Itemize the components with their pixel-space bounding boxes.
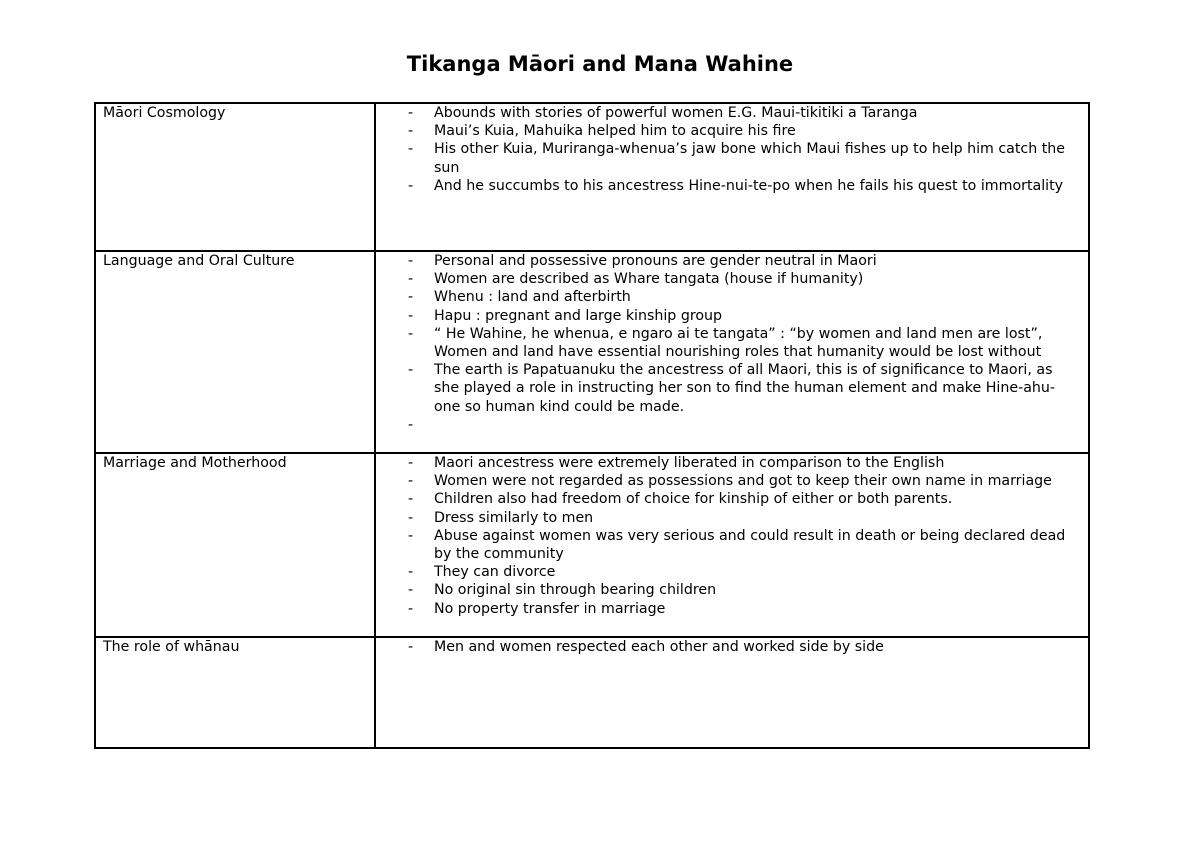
point-text: “ He Wahine, he whenua, e ngaro ai te tangata” : “by women and land men are lost”, Women and land have essential nourishing roles that humanity would be lost without bbox=[434, 325, 1043, 361]
bullet-list bbox=[376, 638, 1080, 656]
point-text: Dress similarly to men bbox=[434, 509, 594, 526]
topic-cell: The role of whānau bbox=[95, 637, 375, 748]
dash-marker: - bbox=[408, 289, 414, 306]
point-text: Children also had freedom of choice for kinship of either or both parents. bbox=[434, 491, 953, 508]
dash-marker: - bbox=[408, 455, 414, 471]
list-item bbox=[376, 600, 1080, 618]
list-item bbox=[376, 307, 1080, 325]
point-text: Maui’s Kuia, Mahuika helped him to acquire his fire bbox=[434, 123, 796, 140]
points-cell bbox=[375, 637, 1089, 748]
dash-marker: - bbox=[408, 639, 414, 655]
dash-marker: - bbox=[408, 177, 414, 194]
point-text: The earth is Papatuanuku the ancestress of all Maori, this is of significance to Maori, as she played a role in instructing her son to find the human element and make Hine-ahu-one so human kind could be made. bbox=[434, 362, 1056, 415]
point-text: Women are described as Whare tangata (house if humanity) bbox=[434, 271, 864, 288]
bullet-list bbox=[376, 104, 1080, 195]
bullet-list bbox=[376, 454, 1080, 618]
list-item bbox=[376, 288, 1080, 306]
point-text: Hapu : pregnant and large kinship group bbox=[434, 307, 723, 324]
dash-marker: - bbox=[408, 600, 414, 617]
points-cell bbox=[375, 103, 1089, 251]
point-text: They can divorce bbox=[434, 564, 556, 581]
dash-marker: - bbox=[408, 307, 414, 324]
point-text: No property transfer in marriage bbox=[434, 600, 666, 617]
list-item bbox=[376, 325, 1080, 361]
list-item bbox=[376, 527, 1080, 563]
dash-marker: - bbox=[408, 564, 414, 581]
topic-cell: Marriage and Motherhood bbox=[95, 453, 375, 637]
dash-marker: - bbox=[408, 105, 414, 121]
table-row bbox=[95, 251, 1089, 453]
topic-cell: Language and Oral Culture bbox=[95, 251, 375, 453]
document-title: Tikanga Māori and Mana Wahine bbox=[406, 52, 794, 76]
dash-marker: - bbox=[408, 509, 414, 526]
topics-table bbox=[94, 102, 1090, 749]
list-item bbox=[376, 104, 1080, 122]
bullet-list bbox=[376, 252, 1080, 434]
point-text: No original sin through bearing children bbox=[434, 582, 717, 599]
table-row bbox=[95, 103, 1089, 251]
topic-cell: Māori Cosmology bbox=[95, 103, 375, 251]
point-text: Abounds with stories of powerful women E.G. Maui-tikitiki a Taranga bbox=[434, 105, 918, 121]
dash-marker: - bbox=[408, 253, 414, 269]
point-text: And he succumbs to his ancestress Hine-nui-te-po when he fails his quest to immortality bbox=[434, 177, 1064, 194]
point-text: Women were not regarded as possessions and got to keep their own name in marriage bbox=[434, 473, 1052, 490]
list-item bbox=[376, 472, 1080, 490]
list-item bbox=[376, 270, 1080, 288]
dash-marker: - bbox=[408, 527, 414, 544]
point-text: Whenu : land and afterbirth bbox=[434, 289, 631, 306]
list-item bbox=[376, 581, 1080, 599]
dash-marker: - bbox=[408, 123, 414, 140]
point-text: Maori ancestress were extremely liberated in comparison to the English bbox=[434, 455, 945, 471]
list-item bbox=[376, 490, 1080, 508]
list-item bbox=[376, 361, 1080, 416]
dash-marker: - bbox=[408, 416, 414, 433]
dash-marker: - bbox=[408, 473, 414, 490]
point-text: His other Kuia, Muriranga-whenua’s jaw bone which Maui fishes up to help him catch the sun bbox=[434, 141, 1065, 176]
list-item bbox=[376, 509, 1080, 527]
point-text: Men and women respected each other and worked side by side bbox=[434, 639, 884, 655]
point-text: Abuse against women was very serious and could result in death or being declared dead by the community bbox=[434, 527, 1066, 563]
list-item bbox=[376, 252, 1080, 270]
dash-marker: - bbox=[408, 582, 414, 599]
list-item bbox=[376, 177, 1080, 195]
list-item bbox=[376, 416, 1080, 434]
list-item bbox=[376, 638, 1080, 656]
points-cell bbox=[375, 453, 1089, 637]
list-item bbox=[376, 454, 1080, 472]
dash-marker: - bbox=[408, 491, 414, 508]
table-row bbox=[95, 637, 1089, 748]
point-text: Personal and possessive pronouns are gender neutral in Maori bbox=[434, 253, 877, 269]
list-item bbox=[376, 563, 1080, 581]
points-cell bbox=[375, 251, 1089, 453]
dash-marker: - bbox=[408, 141, 414, 158]
dash-marker: - bbox=[408, 362, 414, 379]
list-item bbox=[376, 122, 1080, 140]
list-item bbox=[376, 140, 1080, 176]
dash-marker: - bbox=[408, 271, 414, 288]
dash-marker: - bbox=[408, 325, 414, 342]
table-row bbox=[95, 453, 1089, 637]
